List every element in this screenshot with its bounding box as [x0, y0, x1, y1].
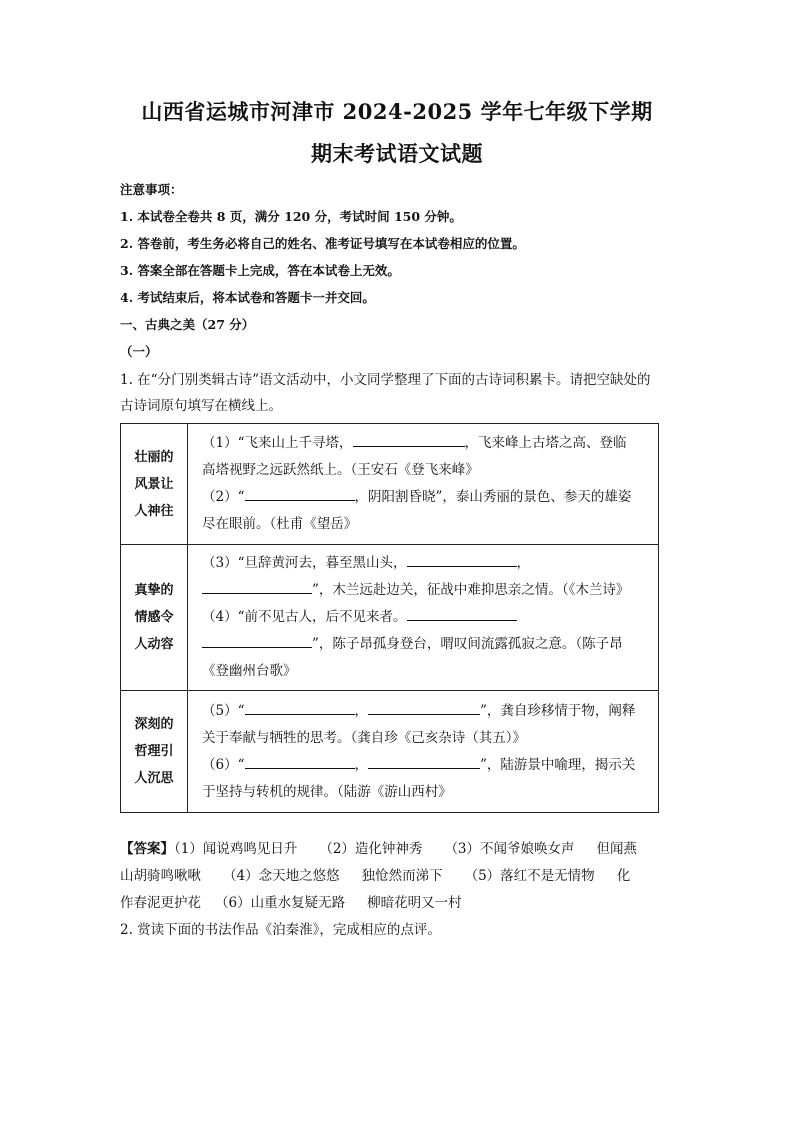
line-text: ”，陆游景中喻理，揭示关 [480, 756, 636, 773]
sub-section-heading: （一） [120, 344, 158, 359]
answer-text: （4）念天地之悠悠 [223, 868, 340, 884]
poem-line [202, 484, 648, 511]
poem-line: 关于奉献与牺牲的思考。（龚自珍《己亥杂诗（其五）》 [202, 729, 526, 746]
fill-blank[interactable] [202, 579, 312, 594]
poem-line [202, 604, 648, 631]
answer-text: （2）造化钟神秀 [319, 841, 423, 857]
line-text: ，阴阳割昏晓”，泰山秀丽的景色、参天的雄姿 [354, 489, 632, 505]
instruction-item: 4. 考试结束后，将本试卷和答题卡一并交回。 [120, 290, 375, 305]
line-text: （4）“前不见古人，后不见来者。 [202, 609, 407, 625]
content-cell [188, 545, 659, 691]
question-1-line: 1. 在“分门别类辑古诗”语文活动中，小文同学整理了下面的古诗词积累卡。请把空缺处的 [120, 372, 651, 388]
category-cell [121, 691, 188, 813]
answer-text: 独怆然而涕下 [361, 868, 443, 884]
category-text: 风景让 [134, 476, 174, 492]
answer-text: 化 [616, 868, 631, 884]
answer-text: （6）山重水复疑无路 [215, 895, 346, 911]
instructions-heading: 注意事项： [120, 182, 183, 197]
category-text: 人沉思 [134, 771, 174, 786]
question-1-line: 古诗词原句填写在横线上。 [120, 398, 282, 414]
poem-line: 于坚持与转机的规律。（陆游《游山西村》 [202, 783, 452, 800]
category-text: 人动容 [134, 637, 174, 652]
line-text: ，飞来峰上古塔之高、登临 [464, 435, 627, 451]
content-cell [188, 691, 659, 813]
fill-blank[interactable] [368, 700, 480, 715]
category-cell [121, 545, 188, 691]
category-text: 哲理引 [134, 744, 174, 759]
answer-line [120, 836, 680, 863]
poem-line [202, 698, 648, 725]
line-text: ， [354, 702, 368, 719]
poem-line [202, 631, 648, 658]
fill-blank[interactable] [245, 700, 355, 715]
content-cell [188, 424, 659, 545]
line-text: ， [354, 756, 368, 773]
line-text: ”，龚自珍移情于物，阐释 [480, 702, 636, 719]
exam-title-line1: 山西省运城市河津市 2024-2025 学年七年级下学期 [141, 99, 653, 124]
poem-line [202, 430, 648, 457]
answer-label: 【答案】 [120, 841, 174, 857]
instruction-item: 3. 答案全部在答题卡上完成，答在本试卷上无效。 [120, 263, 400, 278]
answer-block [120, 836, 680, 917]
line-text: ， [516, 555, 530, 571]
category-text: 真挚的 [134, 583, 174, 598]
line-text: （5）“ [202, 702, 245, 719]
poem-line [202, 577, 648, 604]
answer-text: 作春泥更护花 [120, 895, 201, 911]
line-text: ”，木兰远赴边关，征战中难抑思亲之情。（《木兰诗》 [312, 582, 630, 598]
line-text: （1）“飞来山上千寻塔， [202, 435, 353, 451]
fill-blank[interactable] [407, 606, 517, 621]
category-cell [121, 424, 188, 545]
instruction-item: 1. 本试卷全卷共 8 页，满分 120 分，考试时间 150 分钟。 [120, 209, 462, 224]
fill-blank[interactable] [368, 754, 480, 769]
answer-text: （1）闻说鸡鸣见日升 [174, 841, 298, 857]
poem-line: 《登幽州台歌》 [202, 663, 297, 679]
instruction-item: 2. 答卷前，考生务必将自己的姓名、准考证号填写在本试卷相应的位置。 [120, 236, 525, 251]
poem-line [202, 550, 648, 577]
line-text: （2）“ [202, 489, 245, 505]
category-text: 情感令 [134, 610, 174, 625]
table-row [121, 424, 659, 545]
answer-text: 柳暗花明又一村 [367, 895, 462, 911]
line-text: ”，陈子昂孤身登台，喟叹间流露孤寂之意。（陈子昂 [312, 636, 623, 652]
answer-text: 山胡骑鸣啾啾 [120, 868, 201, 884]
section-heading: 一、古典之美（27 分） [120, 317, 255, 332]
poem-line: 尽在眼前。（杜甫《望岳》 [202, 516, 358, 532]
answer-text: （3）不闻爷娘唤女声 [444, 841, 575, 857]
table-row [121, 691, 659, 813]
table-row [121, 545, 659, 691]
category-text: 深刻的 [134, 717, 174, 732]
poem-line: 高塔视野之远跃然纸上。（王安石《登飞来峰》 [202, 462, 479, 478]
fill-blank[interactable] [202, 633, 312, 648]
poem-table [120, 423, 659, 813]
question-2: 2. 赏读下面的书法作品《泊秦淮》，完成相应的点评。 [120, 922, 441, 938]
poem-line [202, 752, 648, 779]
fill-blank[interactable] [245, 754, 355, 769]
exam-title-line2: 期末考试语文试题 [311, 141, 483, 166]
line-text: （3）“旦辞黄河去，暮至黑山头， [202, 555, 407, 571]
answer-text: 但闻燕 [596, 841, 638, 857]
fill-blank[interactable] [407, 552, 517, 567]
instructions [120, 176, 680, 365]
answer-text: （5）落红不是无情物 [464, 868, 595, 884]
fill-blank[interactable] [353, 432, 465, 447]
fill-blank[interactable] [245, 486, 355, 501]
category-text: 人神往 [134, 503, 174, 519]
category-text: 壮丽的 [134, 449, 174, 465]
answer-line [120, 863, 680, 890]
answer-line [120, 890, 680, 917]
line-text: （6）“ [202, 756, 245, 773]
question-1 [120, 367, 680, 419]
